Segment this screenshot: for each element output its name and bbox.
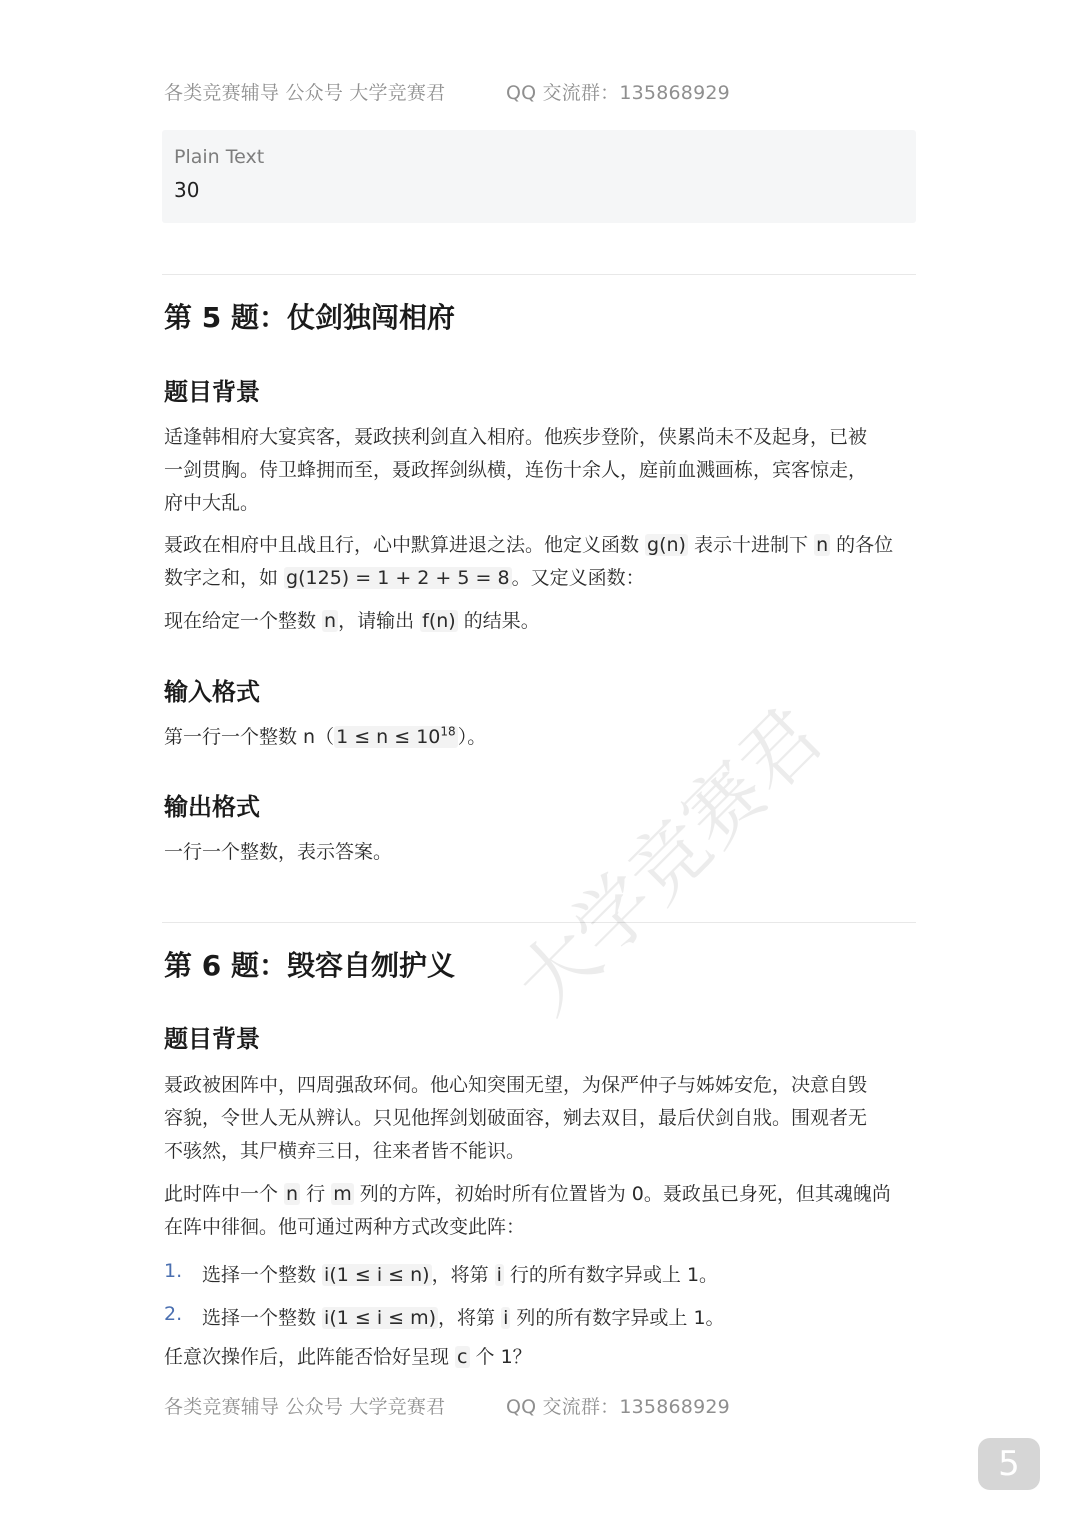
problem5-background-heading: 题目背景	[164, 378, 260, 406]
text-run: 表示十进制下	[687, 534, 815, 556]
list-item	[202, 1303, 725, 1330]
footer-left: 各类竞赛辅导 公众号 大学竞赛君	[164, 1396, 446, 1418]
problem6-matrix-description	[164, 1178, 916, 1244]
inline-code: n	[324, 610, 337, 632]
footer-right: QQ 交流群：135868929	[506, 1396, 730, 1418]
problem5-output-heading: 输出格式	[164, 793, 260, 821]
text-line: 不骇然，其尸横弃三日，往来者皆不能识。	[164, 1140, 526, 1162]
problem6-background-heading: 题目背景	[164, 1025, 260, 1053]
problem5-background-text	[164, 421, 916, 520]
text-run: 。又定义函数：	[511, 567, 645, 589]
inline-code: g(n)	[647, 534, 686, 556]
text-run: 第一行一个整数 n（	[164, 726, 335, 748]
inline-code: i(1 ≤ i ≤ m)	[324, 1307, 437, 1329]
inline-code: i	[496, 1264, 502, 1286]
inline-code: c	[457, 1346, 468, 1368]
text-run: ，请输出	[338, 610, 421, 632]
code-block	[162, 130, 916, 223]
text-run: 个 1？	[469, 1346, 532, 1368]
range-text: 1 ≤ n ≤ 10	[336, 726, 441, 748]
page-number-badge: 5	[978, 1438, 1040, 1490]
text-run: 数字之和，如	[164, 567, 285, 589]
text-run: 列的所有数字异或上 1。	[510, 1307, 725, 1329]
inline-code: m	[333, 1183, 352, 1205]
problem6-title: 第 6 题：毁容自刎护义	[164, 949, 455, 982]
exponent: 18	[440, 724, 456, 739]
text-run: 列的方阵，初始时所有位置皆为 0。聂政虽已身死，但其魂魄尚	[353, 1183, 891, 1205]
text-line: 在阵中徘徊。他可通过两种方式改变此阵：	[164, 1216, 526, 1238]
text-line: 一剑贯胸。侍卫蜂拥而至，聂政挥剑纵横，连伤十余人，庭前血溅画栋，宾客惊走，	[164, 459, 868, 481]
inline-code: i	[503, 1307, 509, 1329]
text-run: 任意次操作后，此阵能否恰好呈现	[164, 1346, 456, 1368]
text-run: 选择一个整数	[202, 1264, 323, 1286]
text-line: 府中大乱。	[164, 492, 260, 514]
list-item-number: 2.	[164, 1303, 183, 1325]
inline-code: f(n)	[422, 610, 456, 632]
problem5-input-heading: 输入格式	[164, 678, 260, 706]
inline-code: g(125) = 1 + 2 + 5 = 8	[286, 567, 510, 589]
header-left: 各类竞赛辅导 公众号 大学竞赛君	[164, 82, 446, 104]
text-run: ，将第	[431, 1264, 495, 1286]
inline-code: n	[286, 1183, 299, 1205]
text-line: 聂政被困阵中，四周强敌环伺。他心知突围无望，为保严仲子与姊姊安危，决意自毁	[164, 1074, 868, 1096]
text-line: 容貌，令世人无从辨认。只见他挥剑划破面容，剜去双目，最后伏剑自戕。围观者无	[164, 1107, 868, 1129]
text-run: 选择一个整数	[202, 1307, 323, 1329]
problem5-output-text	[164, 836, 916, 869]
list-item	[202, 1260, 718, 1287]
text-run: ，将第	[438, 1307, 502, 1329]
text-run: 的各位	[830, 534, 894, 556]
problem5-function-definition	[164, 529, 916, 595]
problem5-title: 第 5 题：仗剑独闯相府	[164, 301, 455, 334]
text-run: 聂政在相府中且战且行，心中默算进退之法。他定义函数	[164, 534, 646, 556]
code-content: 30	[174, 178, 200, 202]
text-run: ）。	[457, 726, 487, 748]
problem6-background-text	[164, 1069, 916, 1168]
watermark: 大学竞赛君	[500, 691, 840, 1031]
text-run: 现在给定一个整数	[164, 610, 323, 632]
text-run: 的结果。	[457, 610, 540, 632]
text-run: 行的所有数字异或上 1。	[503, 1264, 719, 1286]
inline-code: n	[816, 534, 829, 556]
text-run: 行	[300, 1183, 332, 1205]
problem5-task	[164, 605, 916, 638]
problem6-question	[164, 1341, 916, 1374]
inline-code: i(1 ≤ i ≤ n)	[324, 1264, 430, 1286]
text-line: 一行一个整数，表示答案。	[164, 841, 393, 863]
header-right: QQ 交流群：135868929	[506, 82, 730, 104]
text-line: 适逢韩相府大宴宾客，聂政挟利剑直入相府。他疾步登阶，侠累尚未不及起身，已被	[164, 426, 868, 448]
text-run: 此时阵中一个	[164, 1183, 285, 1205]
code-language-label: Plain Text	[174, 146, 265, 168]
divider	[162, 274, 916, 275]
list-item-number: 1.	[164, 1260, 183, 1282]
inline-code	[334, 726, 458, 748]
